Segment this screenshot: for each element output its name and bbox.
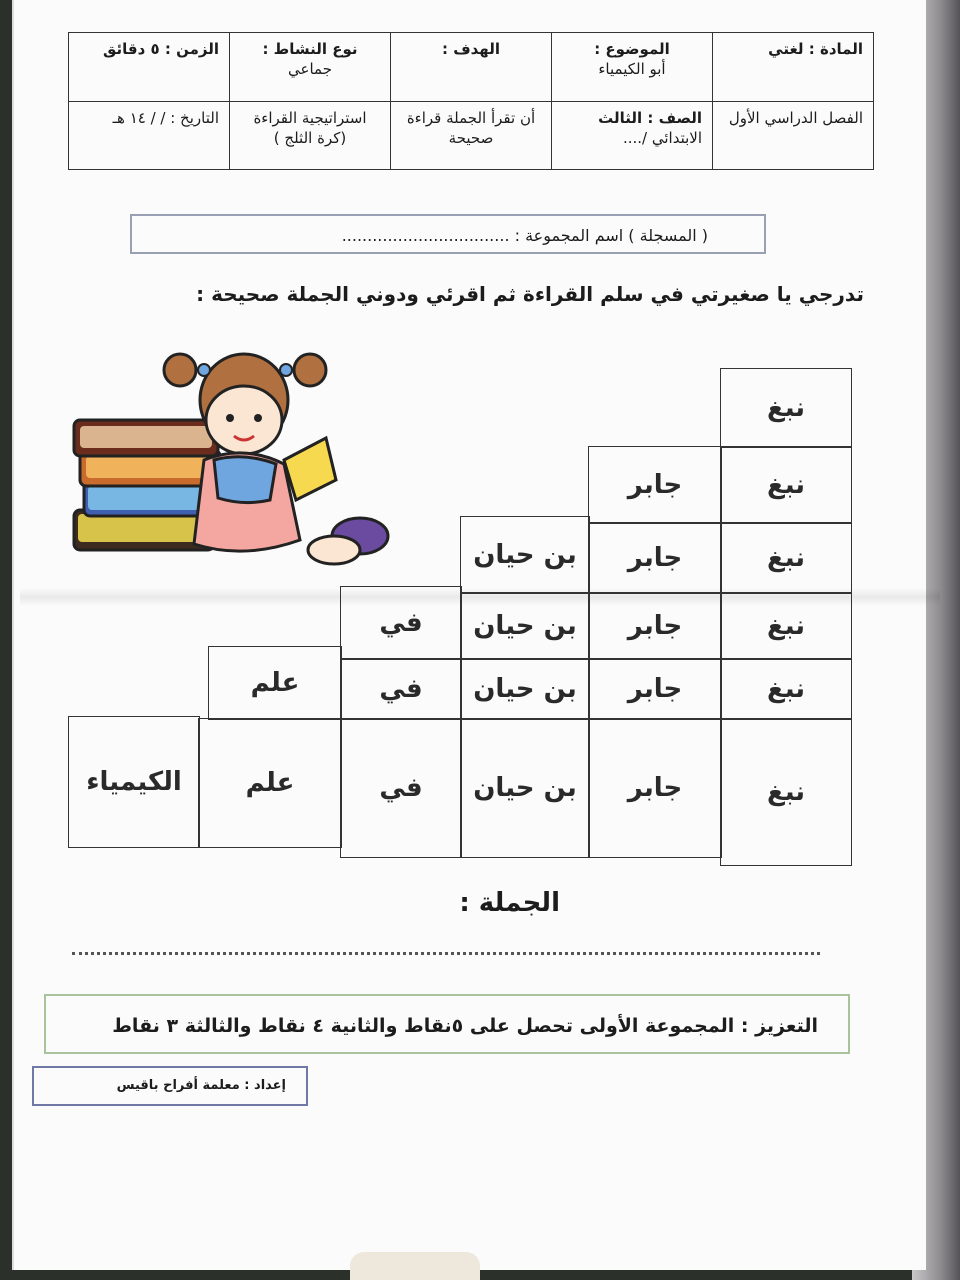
strategy-cell (230, 101, 391, 170)
ladder-cell (588, 446, 722, 524)
ladder-cell (720, 446, 852, 524)
ladder-cell (720, 522, 852, 594)
topic-cell (552, 33, 713, 102)
time-label: الزمن : ٥ دقائق (102, 40, 219, 58)
activity-label: نوع النشاط : (262, 40, 358, 58)
ladder-word: جابر (627, 773, 683, 803)
reward-box: التعزيز : المجموعة الأولى تحصل على ٥نقاط والثانية ٤ نقاط والثالثة ٣ نقاط (44, 994, 850, 1054)
ladder-cell (198, 718, 342, 848)
goal-value: أن تقرأ الجملة قراءة صحيحة (406, 108, 536, 147)
ladder-word: نبغ (766, 777, 806, 807)
sentence-write-line (72, 952, 820, 955)
prepared-by-box: إعداد : معلمة أفراح باقيس (32, 1066, 308, 1106)
date-label: التاريخ : / / ١٤ هـ (112, 108, 219, 127)
header-row (69, 101, 874, 170)
ladder-word: في (379, 773, 423, 803)
ladder-word: علم (250, 668, 300, 698)
ladder-word: علم (245, 768, 295, 798)
ladder-word: جابر (627, 611, 683, 641)
topic-label: الموضوع : (594, 40, 670, 58)
ladder-cell (588, 658, 722, 720)
ladder-word: جابر (627, 543, 683, 573)
ladder-cell (68, 716, 200, 848)
goal-value-cell (391, 101, 552, 170)
ladder-cell (720, 658, 852, 720)
ladder-cell (720, 368, 852, 448)
header-row (69, 33, 874, 102)
ladder-cell (460, 718, 590, 858)
ladder-cell (340, 718, 462, 858)
ladder-cell (720, 718, 852, 866)
instruction-text: تدرجي يا صغيرتي في سلم القراءة ثم اقرئي ودوني الجملة صحيحة : (196, 282, 864, 306)
strategy-value: استراتيجية القراءة (كرة الثلج ) (253, 108, 367, 147)
subject-cell (713, 33, 874, 102)
ladder-word: بن حيان (473, 540, 577, 570)
date-cell (69, 101, 230, 170)
girl-reading-illustration (64, 340, 404, 590)
ladder-word: بن حيان (473, 773, 577, 803)
ladder-cell (460, 516, 590, 594)
ladder-word: نبغ (766, 393, 806, 423)
goal-cell (391, 33, 552, 102)
sentence-label: الجملة : (459, 888, 560, 918)
ladder-cell (588, 718, 722, 858)
ladder-word: نبغ (766, 611, 806, 641)
ladder-word: نبغ (766, 674, 806, 704)
activity-value: جماعي (288, 60, 332, 79)
ladder-word: جابر (627, 674, 683, 704)
ladder-cell (720, 592, 852, 660)
activity-cell (230, 33, 391, 102)
semester-label: الفصل الدراسي الأول (728, 108, 863, 127)
semester-cell (713, 101, 874, 170)
ladder-cell (340, 586, 462, 660)
background-object (350, 1252, 480, 1280)
ladder-word: جابر (627, 470, 683, 500)
ladder-cell (460, 658, 590, 720)
group-name-box: ( المسجلة ) اسم المجموعة : ................................. (130, 214, 766, 254)
ladder-word: في (379, 674, 423, 704)
ladder-cell (588, 522, 722, 594)
ladder-cell (588, 592, 722, 660)
ladder-word: بن حيان (473, 611, 577, 641)
ladder-word: بن حيان (473, 674, 577, 704)
grade-label: الصف : الثالث (598, 108, 702, 127)
ladder-cell (460, 592, 590, 660)
ladder-word: نبغ (766, 543, 806, 573)
ladder-word: الكيمياء (86, 767, 182, 797)
ladder-word: نبغ (766, 470, 806, 500)
ladder-word: في (379, 608, 423, 638)
topic-value: أبو الكيمياء (598, 60, 666, 79)
ladder-cell (208, 646, 342, 720)
time-cell (69, 33, 230, 102)
subject-label: المادة : لغتي (768, 40, 863, 58)
grade-cell (552, 101, 713, 170)
ladder-cell (340, 658, 462, 720)
grade-value: الابتدائي /.... (622, 128, 702, 147)
header-table (68, 32, 874, 170)
goal-label: الهدف : (442, 40, 500, 58)
